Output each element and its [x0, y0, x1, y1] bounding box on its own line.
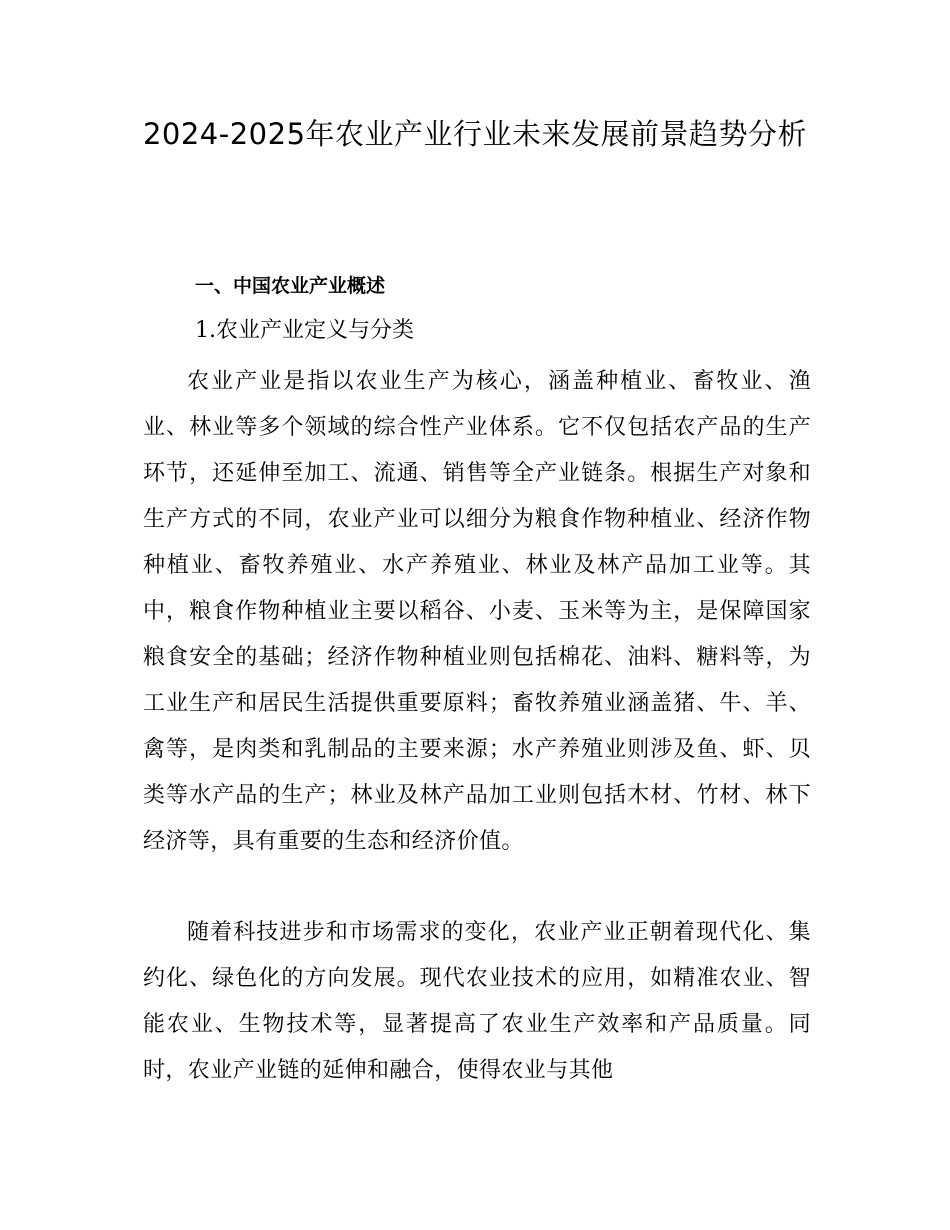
- paragraph-definition: 农业产业是指以农业生产为核心，涵盖种植业、畜牧业、渔业、林业等多个领域的综合性产业体系。它不仅包括农产品的生产环节，还延伸至加工、流通、销售等全产业链条。根据生产对象和生产方式的不同，农业产业可以细分为粮食作物种植业、经济作物种植业、畜牧养殖业、水产养殖业、林业及林产品加工业等。其中，粮食作物种植业主要以稻谷、小麦、玉米等为主，是保障国家粮食安全的基础；经济作物种植业则包括棉花、油料、糖料等，为工业生产和居民生活提供重要原料；畜牧养殖业涵盖猪、牛、羊、禽等，是肉类和乳制品的主要来源；水产养殖业则涉及鱼、虾、贝类等水产品的生产；林业及林产品加工业则包括木材、竹材、林下经济等，具有重要的生态和经济价值。: [143, 369, 811, 854]
- paragraph-development: 随着科技进步和市场需求的变化，农业产业正朝着现代化、集约化、绿色化的方向发展。现代农业技术的应用，如精准农业、智能农业、生物技术等，显著提高了农业生产效率和产品质量。同时，农业产业链的延伸和融合，使得农业与其他: [143, 920, 811, 1083]
- document-title: 2024-2025年农业产业行业未来发展前景趋势分析: [142, 117, 808, 151]
- sub-heading: 1.农业产业定义与分类: [195, 318, 414, 343]
- section-heading: 一、中国农业产业概述: [195, 275, 386, 297]
